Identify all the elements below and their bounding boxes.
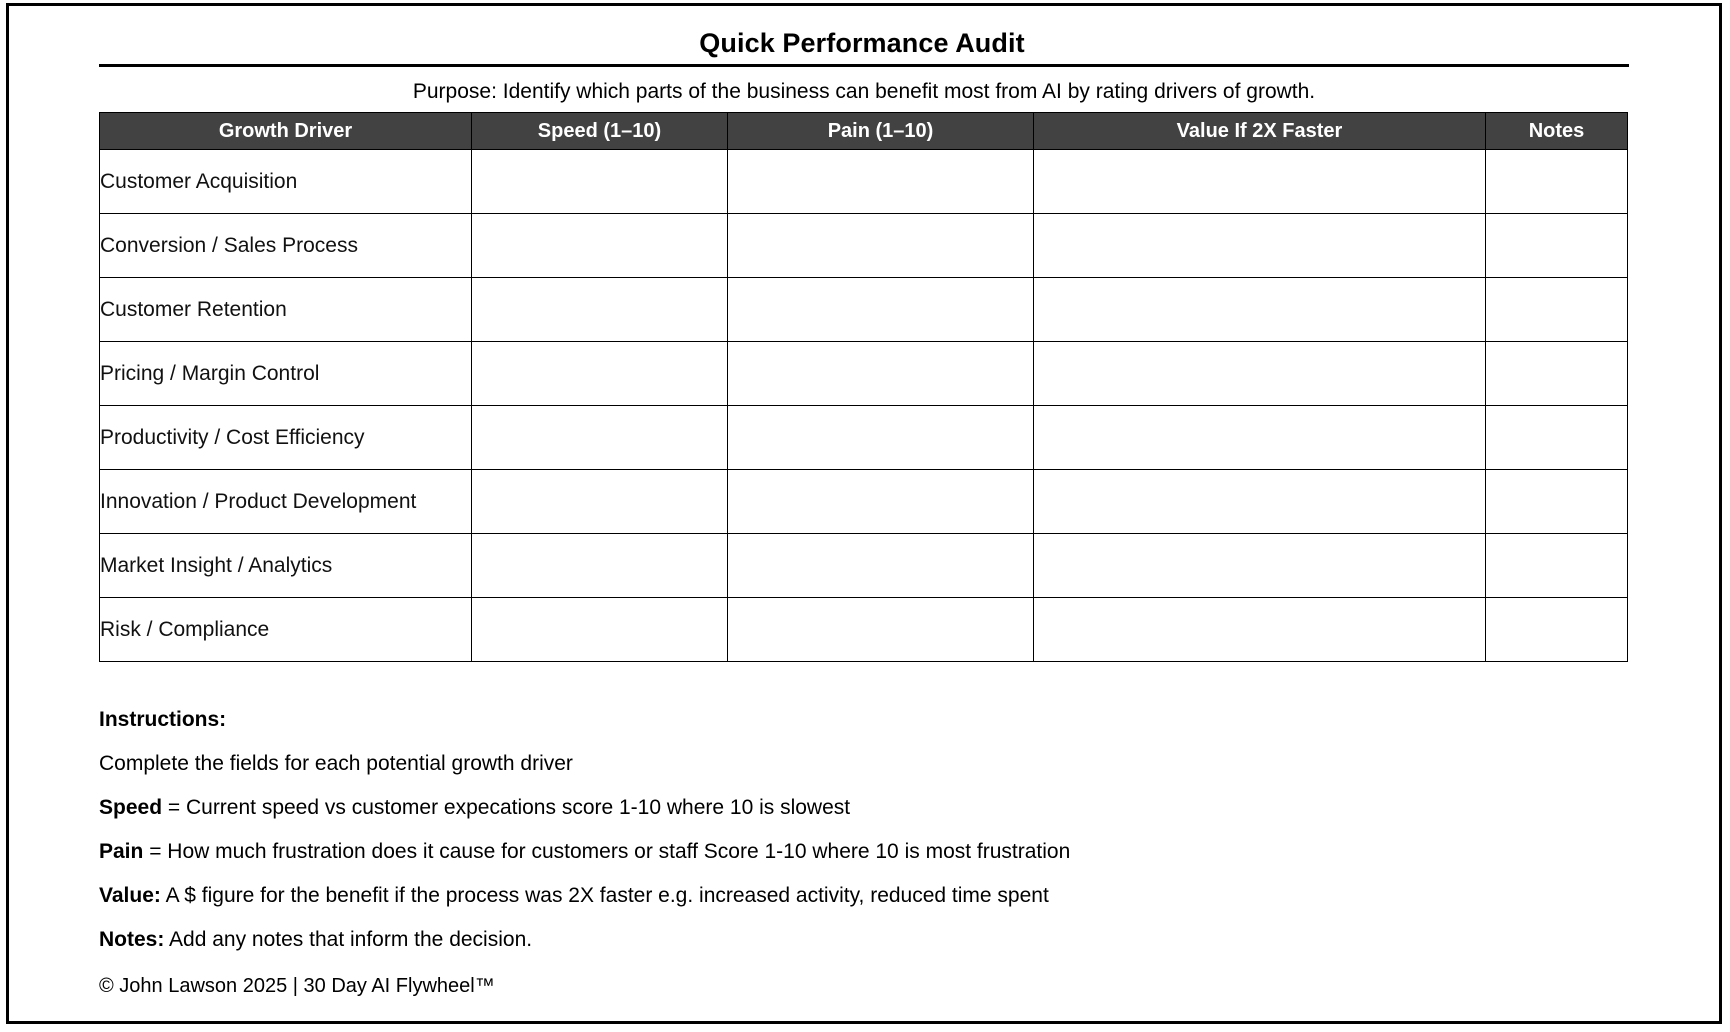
purpose-statement: Purpose: Identify which parts of the business can benefit most from AI by rating drivers of growth. <box>412 80 1316 103</box>
entry-cell-pain[interactable] <box>728 278 1034 342</box>
entry-cell-notes[interactable] <box>1486 214 1628 278</box>
column-header-value: Value If 2X Faster <box>1034 113 1486 150</box>
table-row <box>100 534 1628 598</box>
column-header-growth-driver: Growth Driver <box>100 113 472 150</box>
instruction-item-value <box>99 882 1639 909</box>
audit-table-container <box>99 112 1627 662</box>
page-content <box>9 6 1719 1021</box>
growth-driver-label: Market Insight / Analytics <box>100 534 472 598</box>
title-divider <box>99 64 1629 67</box>
entry-cell-speed[interactable] <box>472 598 728 662</box>
entry-cell-value[interactable] <box>1034 406 1486 470</box>
entry-cell-speed[interactable] <box>472 342 728 406</box>
table-header-row <box>100 113 1628 150</box>
entry-cell-speed[interactable] <box>472 470 728 534</box>
table-row <box>100 470 1628 534</box>
instructions-section <box>99 706 1639 970</box>
instruction-label-notes: Notes: <box>99 928 165 951</box>
entry-cell-pain[interactable] <box>728 598 1034 662</box>
instruction-label-pain: Pain <box>99 840 144 863</box>
table-row <box>100 342 1628 406</box>
entry-cell-pain[interactable] <box>728 342 1034 406</box>
table-row <box>100 214 1628 278</box>
growth-driver-label: Risk / Compliance <box>100 598 472 662</box>
growth-driver-label: Productivity / Cost Efficiency <box>100 406 472 470</box>
entry-cell-notes[interactable] <box>1486 470 1628 534</box>
entry-cell-notes[interactable] <box>1486 406 1628 470</box>
copyright-credit: © John Lawson 2025 | 30 Day AI Flywheel™ <box>99 975 495 997</box>
entry-cell-value[interactable] <box>1034 342 1486 406</box>
entry-cell-notes[interactable] <box>1486 278 1628 342</box>
entry-cell-speed[interactable] <box>472 406 728 470</box>
instruction-item-pain <box>99 838 1639 865</box>
entry-cell-pain[interactable] <box>728 470 1034 534</box>
instructions-intro: Complete the fields for each potential growth driver <box>99 752 573 775</box>
entry-cell-speed[interactable] <box>472 150 728 214</box>
instruction-label-speed: Speed <box>99 796 163 819</box>
growth-driver-label: Customer Acquisition <box>100 150 472 214</box>
table-row <box>100 598 1628 662</box>
entry-cell-value[interactable] <box>1034 150 1486 214</box>
entry-cell-pain[interactable] <box>728 150 1034 214</box>
growth-driver-label: Pricing / Margin Control <box>100 342 472 406</box>
entry-cell-notes[interactable] <box>1486 534 1628 598</box>
entry-cell-pain[interactable] <box>728 214 1034 278</box>
entry-cell-value[interactable] <box>1034 470 1486 534</box>
table-row <box>100 406 1628 470</box>
instruction-label-value: Value: <box>99 884 161 907</box>
growth-driver-label: Conversion / Sales Process <box>100 214 472 278</box>
entry-cell-speed[interactable] <box>472 534 728 598</box>
entry-cell-value[interactable] <box>1034 598 1486 662</box>
entry-cell-value[interactable] <box>1034 534 1486 598</box>
instruction-separator-pain: = <box>143 840 168 863</box>
table-row <box>100 150 1628 214</box>
growth-driver-audit-table <box>99 112 1628 662</box>
instruction-text-value: A $ figure for the benefit if the process was 2X faster e.g. increased activity, reduced time spent <box>165 884 1049 907</box>
entry-cell-pain[interactable] <box>728 534 1034 598</box>
growth-driver-label: Customer Retention <box>100 278 472 342</box>
instructions-heading: Instructions: <box>99 708 227 731</box>
growth-driver-label: Innovation / Product Development <box>100 470 472 534</box>
instruction-text-notes: Add any notes that inform the decision. <box>169 928 533 951</box>
instruction-text-pain: How much frustration does it cause for customers or staff Score 1-10 where 10 is most frustration <box>167 840 1071 863</box>
instruction-item-notes <box>99 926 1639 953</box>
instruction-item-speed <box>99 794 1639 821</box>
entry-cell-notes[interactable] <box>1486 150 1628 214</box>
page-title: Quick Performance Audit <box>699 28 1025 58</box>
entry-cell-pain[interactable] <box>728 406 1034 470</box>
column-header-pain: Pain (1–10) <box>728 113 1034 150</box>
instruction-separator-speed: = <box>162 796 186 819</box>
column-header-notes: Notes <box>1486 113 1628 150</box>
entry-cell-notes[interactable] <box>1486 342 1628 406</box>
document-page <box>6 3 1722 1024</box>
entry-cell-value[interactable] <box>1034 214 1486 278</box>
table-row <box>100 278 1628 342</box>
entry-cell-value[interactable] <box>1034 278 1486 342</box>
column-header-speed: Speed (1–10) <box>472 113 728 150</box>
entry-cell-speed[interactable] <box>472 214 728 278</box>
table-header <box>100 113 1628 150</box>
entry-cell-notes[interactable] <box>1486 598 1628 662</box>
instruction-text-speed: Current speed vs customer expecations score 1-10 where 10 is slowest <box>185 796 851 819</box>
entry-cell-speed[interactable] <box>472 278 728 342</box>
table-body <box>100 150 1628 662</box>
